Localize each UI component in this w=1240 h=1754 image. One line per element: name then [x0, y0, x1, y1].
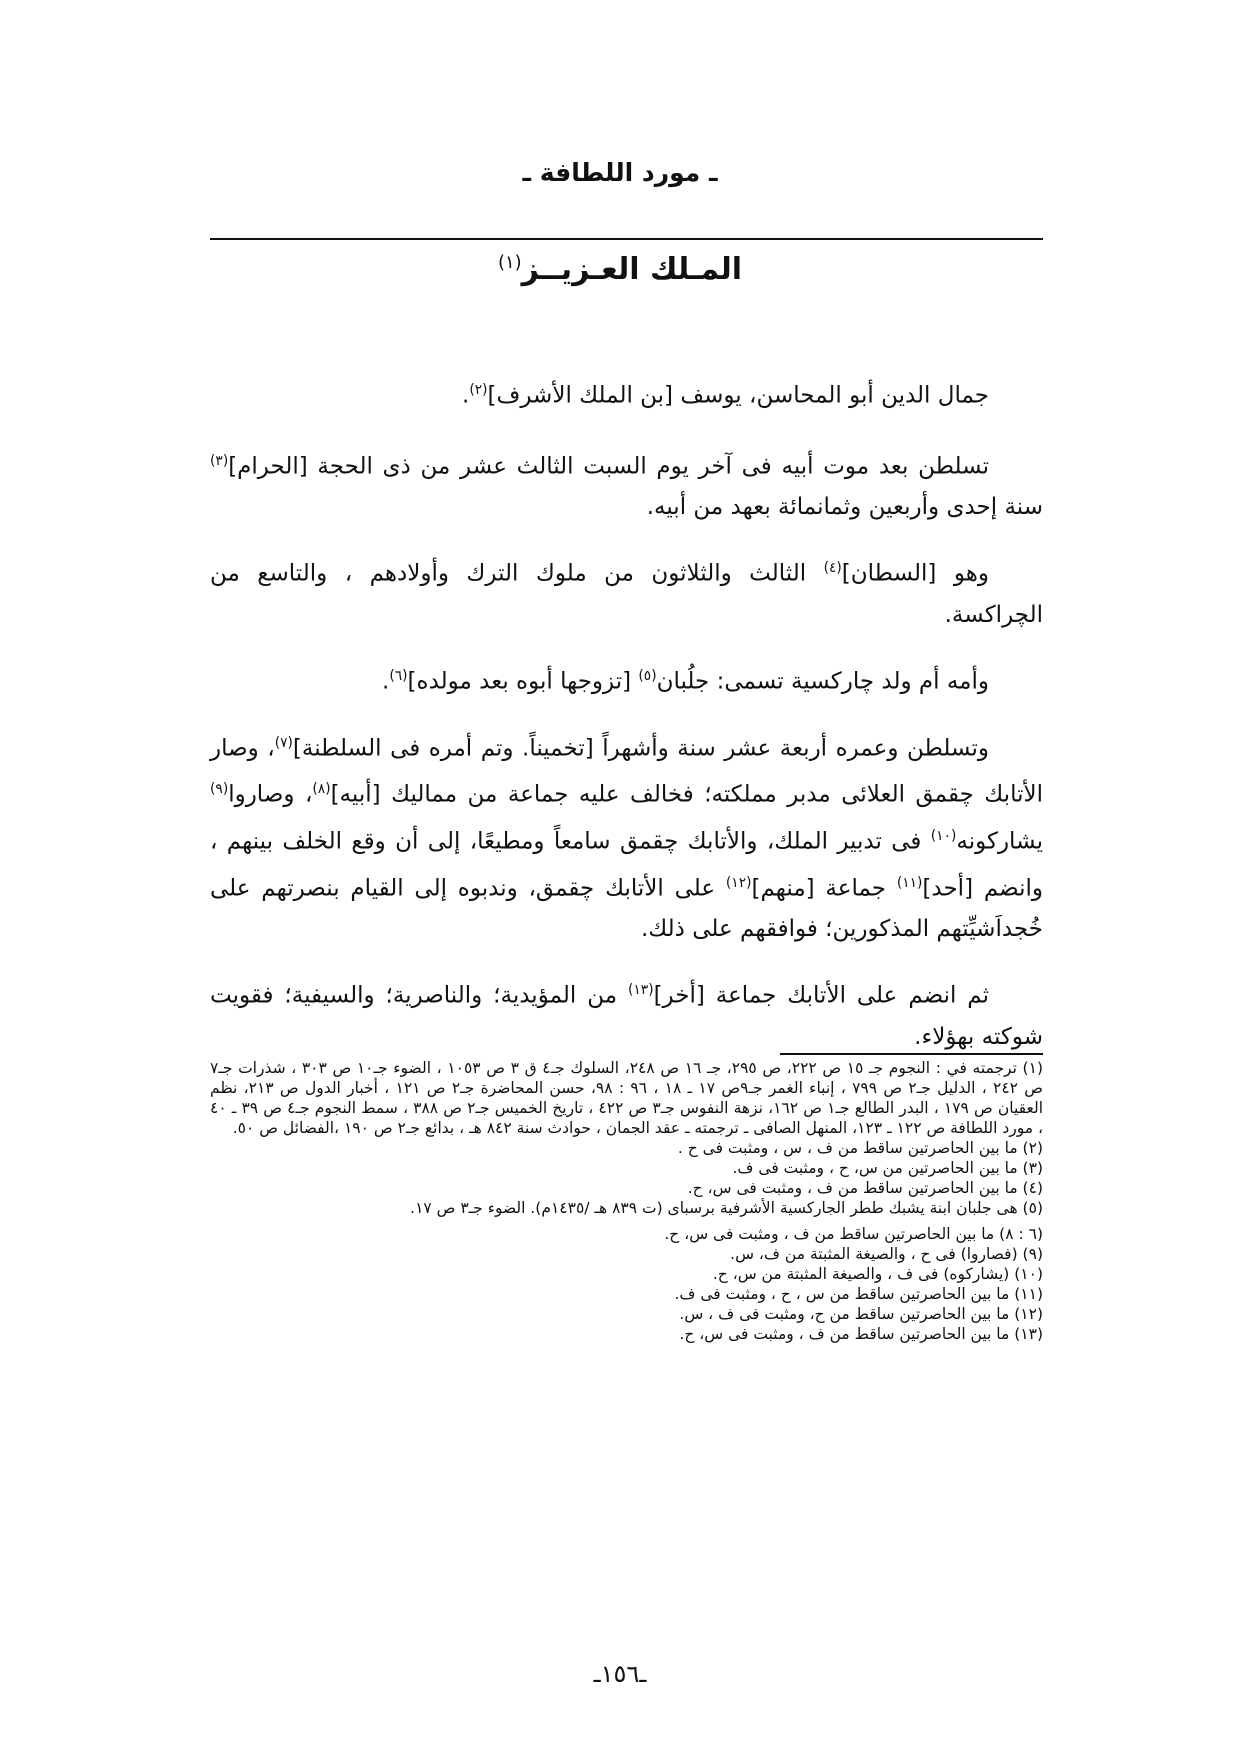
- footnote: (١٢) ما بين الحاصرتين ساقط من ح، ومثبت فى ف ، س.: [679, 1305, 1043, 1323]
- footnote-ref: (٩): [210, 781, 229, 798]
- paragraph-text: على الأتابك چقمق، وندبوه إلى القيام بنصرتهم على خُجداَشيِّتهم المذكورين؛ فوافقهم على ذلك.: [210, 875, 1043, 943]
- footnote-ref: (٥): [638, 667, 657, 684]
- paragraph-text: من المؤيدية؛ والناصرية؛ والسيفية؛ فقويت شوكته بهؤلاء.: [210, 982, 1043, 1050]
- paragraph-text: وتسلطن وعمره أربعة عشر سنة وأشهراً [تخميناً. وتم أمره فى السلطنة]: [292, 735, 989, 762]
- footnote-ref: (٤): [823, 560, 842, 577]
- footnote-ref: (٨): [312, 781, 331, 798]
- footnote: (١١) ما بين الحاصرتين ساقط من س ، ح ، ومثبت فى ف.: [674, 1285, 1043, 1303]
- footnote: (٩) (فصاروا) فى ح ، والصيغة المثبتة من ف، س.: [730, 1245, 1043, 1263]
- paragraph-text: ثم انضم على الأتابك جماعة [أخر]: [653, 982, 990, 1009]
- footnote-ref: (١١): [896, 874, 923, 891]
- page-number: ـ١٥٦ـ: [593, 1660, 647, 1688]
- paragraph: [210, 656, 1043, 703]
- footnote-ref: (١٠): [930, 827, 957, 844]
- paragraph-text: سنة إحدى وأربعين وثمانمائة بعهد من أبيه.: [646, 494, 1043, 521]
- paragraph-text: يشاركونه: [956, 828, 1043, 855]
- paragraph-text: .: [382, 668, 390, 695]
- footnote: (٤) ما بين الحاصرتين ساقط من ف ، ومثبت فى س، ح.: [687, 1179, 1043, 1197]
- footnote: (٥) هى جلبان ابنة يشبك ططر الجاركسية الأشرفية برسباى (ت ٨٣٩ هـ /١٤٣٥م). الضوء جـ٣ ص ١٧.: [410, 1199, 1043, 1217]
- footnote-ref: (٧): [274, 734, 293, 751]
- paragraph-text: فى تدبير الملك، والأتابك چقمق سامعاً ومطيعًا، إلى أن وقع الخلف بينهم ، وانضم [أحد]: [210, 828, 1044, 902]
- footnotes: [210, 1058, 1043, 1344]
- paragraph-text: ، وصار الأتابك چقمق العلائى مدبر مملكته؛ فخالف عليه جماعة من مماليك [أبيه]: [210, 735, 1044, 808]
- paragraph: [210, 548, 1043, 636]
- footnote-divider: [780, 1053, 1043, 1055]
- paragraph-text: جماعة [منهم]: [751, 875, 897, 902]
- paragraph: [210, 723, 1043, 951]
- footnote-ref: (١): [497, 252, 522, 273]
- paragraph-text: الثالث والثلاثون من ملوك الترك وأولادهم ، والتاسع من الچراكسة.: [210, 560, 1043, 628]
- footnote-ref: (١٢): [725, 874, 752, 891]
- footnote-ref: (٢): [469, 382, 488, 398]
- header-divider: [210, 238, 1043, 240]
- footnote: (١) ترجمته في : النجوم جـ ١٥ ص ٢٢٢، ص ٢٩٥، جـ ١٦ ص ٢٤٨، السلوك جـ٤ ق ٣ ص ١٠٥٣ ، الضوء جـ١٠ ص ٣٠٣ ، شذرات جـ٧ ص ٢٤٢ ، الدليل جـ٢ ص ٧٩٩ ، إنباء الغمر جـ٩ص ١٧ ـ ١٨ ، ٩٦ : ٩٨، حسن المحاضرة جـ٢ ص ١٢١ ، أخبار الدول ص ٢١٣، نظم العقيان ص ١٧٩ ، البدر الطالع جـ١ ص ١٦٢، نزهة النفوس جـ٣ ص ٤٢٢ ، تاريخ الخميس جـ٢ ص ٣٨٨ ، سمط النجوم جـ٤ ص ٣٩ ـ ٤٠ ، مورد اللطافة ص ١٢٢ ـ ١٢٣، المنهل الصافى ـ ترجمته ـ عقد الجمان ، حوادث سنة ٨٤٢ هـ ، بدائع جـ٢ ص ١٩٠ ،الفضائل ص ٥٠.: [210, 1059, 1044, 1137]
- paragraph: [210, 970, 1043, 1058]
- paragraph: [210, 370, 1043, 417]
- chapter-title-text: المـلك العـزيــز: [521, 252, 743, 287]
- footnote: (١٠) (يشاركوه) فى ف ، والصيغة المثبتة من س، ح.: [712, 1265, 1043, 1283]
- paragraph-text: تسلطن بعد موت أبيه فى آخر يوم السبت الثالث عشر من ذى الحجة [الحرام]: [228, 453, 989, 480]
- footnote: (١٣) ما بين الحاصرتين ساقط من ف ، ومثبت فى س، ح.: [679, 1325, 1043, 1343]
- paragraph-text: وأمه أم ولد چاركسية تسمى: جلُبان: [656, 668, 989, 695]
- footnote: (٢) ما بين الحاصرتين ساقط من ف ، س ، ومثبت فى ح .: [677, 1139, 1043, 1157]
- footnote-ref: (٦): [389, 667, 408, 684]
- paragraph-text: وهو [السطان]: [841, 560, 989, 587]
- body-text: [210, 370, 1043, 1078]
- paragraph: [210, 441, 1043, 529]
- paragraph-text: ، وصاروا: [228, 781, 313, 808]
- paragraph-text: .: [462, 382, 470, 409]
- paragraph-text: [تزوجها أبوه بعد مولده]: [407, 668, 639, 695]
- footnote-ref: (٣): [210, 452, 229, 469]
- footnote: (٣) ما بين الحاصرتين من س، ح ، ومثبت فى ف.: [732, 1159, 1043, 1177]
- footnote-ref: (١٣): [627, 982, 654, 999]
- chapter-title: [0, 252, 1240, 287]
- running-head: ـ مورد اللطافة ـ: [522, 158, 718, 187]
- footnote: (٦ : ٨) ما بين الحاصرتين ساقط من ف ، ومثبت فى س، ح.: [664, 1225, 1043, 1243]
- paragraph-text: جمال الدين أبو المحاسن، يوسف [بن الملك الأشرف]: [487, 382, 989, 409]
